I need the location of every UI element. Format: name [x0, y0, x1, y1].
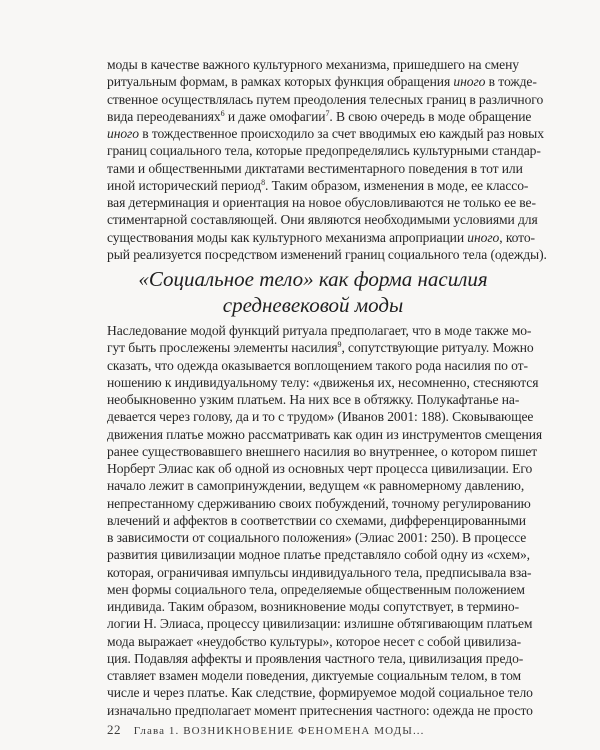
text-line: сказать, что одежда оказывается воплощением такого рода насилия по от- [107, 357, 528, 373]
text-line: иной исторический период$^8$. Таким образом, изменения в моде, ее классо- [107, 177, 529, 193]
section-heading [107, 266, 519, 318]
text-line: существования моды как культурного механизма апроприации иного, кото- [107, 229, 535, 245]
text-line: ношению к индивидуальному телу: «движенья их, несомненно, стесняются [107, 374, 539, 390]
text-line: мода выражает «неудобство культуры», которое несет с собой цивилиза- [107, 633, 522, 649]
text-line: вая детерминация и ориентация на новое обусловливаются не только ее ве- [107, 195, 536, 210]
text-line: тами и общественными диктатами вестиментарного поведения в тот или [107, 160, 523, 176]
text-line: мен формы социального тела, определяемые общественным положением [107, 581, 525, 597]
text-line: которая, ограничивая импульсы индивидуального тела, предписывала взa- [107, 564, 532, 580]
paragraph-intro [107, 56, 547, 263]
text-line: непрестанному сдерживанию своих побуждений, точному регулированию [107, 495, 531, 511]
text-line: иного в тождественное происходило за счет вводимых ею каждый раз новых [107, 126, 544, 141]
text-line: вида переодеваниях$^6$ и даже омофагии$^7$. В свою очередь в моде обращение [107, 108, 532, 124]
text-line: ритуальным формам, в рамках которых функция обращения иного в тожде- [107, 74, 537, 90]
text-line: стиментарной составляющей. Они являются необходимыми условиями для [107, 212, 538, 228]
page-number: 22 [107, 722, 121, 737]
text-line: в зависимости от социального положения» (Элиас 2001: 250). В процессе [107, 530, 527, 545]
page-footer [107, 722, 425, 738]
text-line: изначально предполагает момент притеснения частного: одежда не просто [107, 702, 533, 718]
text-line: начало лежит в самопринуждении, ведущем «к равномерному давлению, [107, 478, 525, 494]
text-line: девается через голову, да и то с трудом» (Иванов 2001: 188). Сковывающее [107, 409, 534, 425]
text-line: ранее существовавшего внешнего насилия во внутреннее, о котором пишет [107, 443, 538, 459]
paragraph-main [107, 322, 543, 719]
text-line: гут быть прослежены элементы насилия$^9$, сопутствующие ритуалу. Можно [107, 340, 534, 356]
text-line: Норберт Элиас как об одной из основных черт процесса цивилизации. Его [107, 461, 533, 476]
text-line: моды в качестве важного культурного механизма, пришедшего на смену [107, 57, 519, 72]
text-line: ция. Подавляя аффекты и проявления частного тела, цивилизация предо- [107, 650, 524, 666]
text-line: движения платье можно рассматривать как один из инструментов смещения [107, 426, 543, 442]
text-line: логии Н. Элиаса, процессу цивилизации: излишне обтягивающим платьем [107, 616, 533, 632]
text-line: влечений и аффектов в соответствии со схемами, дифференцированными [107, 512, 526, 528]
text-line: границ социального тела, которые предопределялись культурными стандар- [107, 143, 541, 159]
text-line: ственное осуществлялась путем преодоления телесных границ в различного [107, 91, 544, 107]
text-line: развития цивилизации модное платье представляло собой одну из «схем», [107, 547, 530, 563]
running-head: Глава 1. ВОЗНИКНОВЕНИЕ ФЕНОМЕНА МОДЫ... [133, 725, 425, 737]
section-heading-line-2: средневековой моды [222, 293, 404, 317]
text-line: числе и через платье. Как следствие, формируемое модой социальное тело [107, 685, 533, 701]
text-line: необыкновенно узким платьем. На них все в обтяжку. Полукафтанье на- [107, 392, 520, 407]
text-line: рый реализуется посредством изменений границ социального тела (одежды). [107, 246, 547, 262]
text-line: индивида. Таким образом, возникновение моды сопутствует, в термино- [107, 599, 519, 614]
text-line: Наследование модой функций ритуала предполагает, что в моде также мо- [107, 323, 532, 338]
text-line: ставляет взамен модели поведения, диктуемые социальным телом, в том [107, 668, 522, 683]
section-heading-line-1: «Социальное тело» как форма насилия [138, 267, 488, 291]
